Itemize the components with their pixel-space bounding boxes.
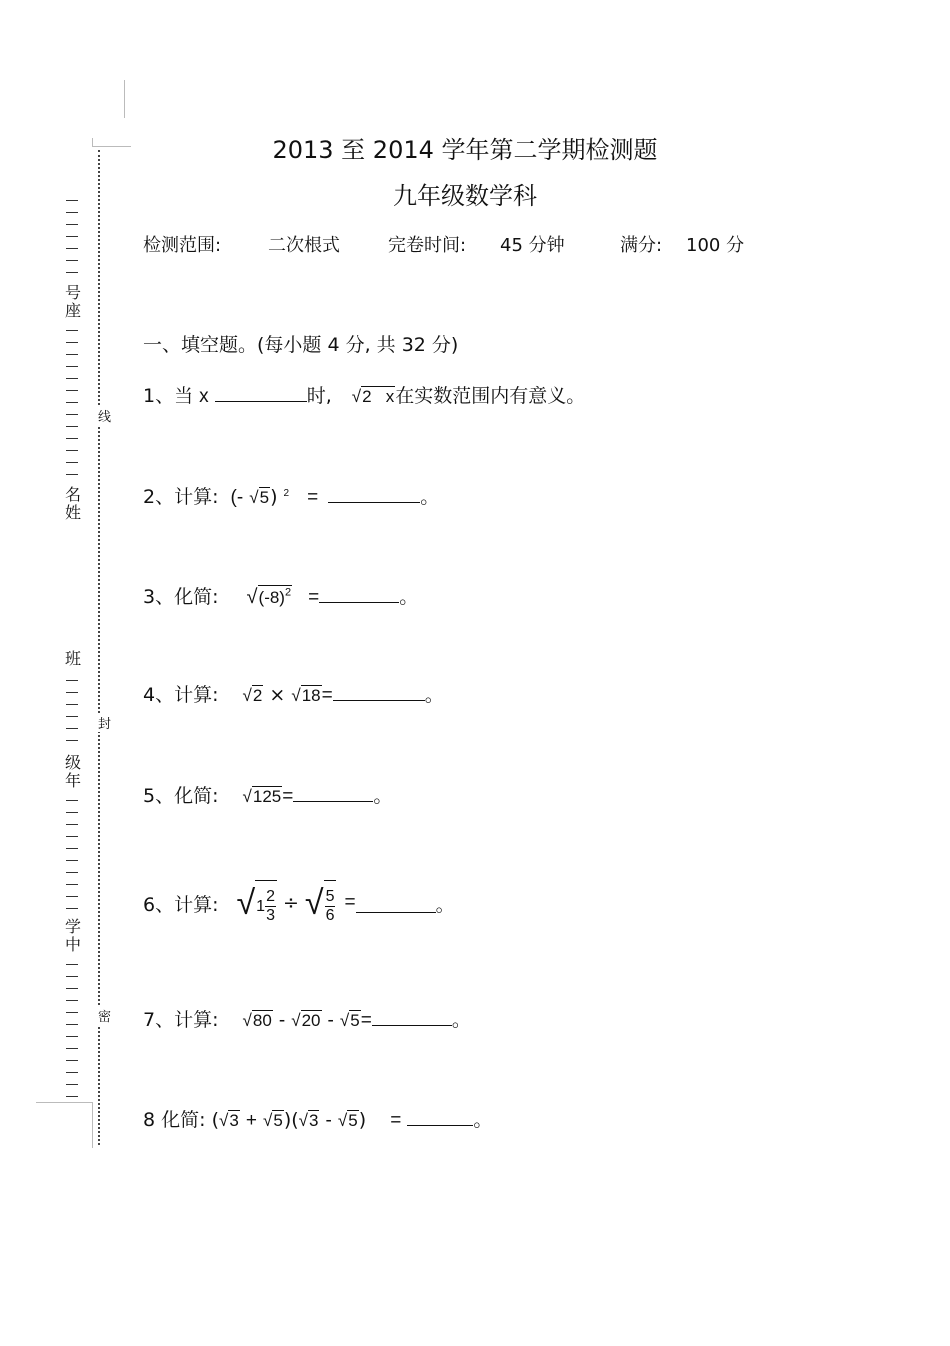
q7-sqrt-1: √80: [242, 1011, 272, 1030]
q4-eq: =: [321, 685, 333, 706]
q2-end: 。: [420, 486, 440, 508]
question-6: [143, 874, 455, 932]
q8-answer-blank[interactable]: [407, 1107, 473, 1126]
question-4: [143, 680, 444, 707]
seal-secret-char: 密: [98, 1006, 111, 1025]
q4-end: 。: [424, 684, 444, 706]
q3-rad: (-8): [258, 588, 285, 607]
q3-answer-blank[interactable]: [319, 584, 399, 603]
q4-rad2: 18: [301, 686, 321, 705]
q8-open1: (: [211, 1109, 219, 1131]
time-value: 45 分钟: [500, 235, 565, 256]
q8-open2: (: [291, 1109, 299, 1131]
q6-op: ÷: [282, 892, 299, 914]
q5-answer-blank[interactable]: [293, 783, 373, 802]
seal-line-char: 线: [98, 406, 111, 425]
q8-sqrt-3: √3: [298, 1111, 319, 1130]
q6-label: 6、计算:: [143, 893, 219, 916]
grade-label: 级年: [64, 753, 81, 790]
question-2: [143, 482, 439, 509]
q8-rad3: 3: [309, 1111, 319, 1130]
q5-label: 5、化简:: [143, 785, 219, 807]
margin-corner-bottom: [36, 1102, 92, 1103]
q6-end: 。: [435, 893, 455, 916]
q2-rad: 5: [259, 488, 270, 507]
q8-sqrt-4: √5: [337, 1111, 358, 1130]
q7-rad1: 80: [252, 1011, 272, 1030]
q8-label: 8 化简:: [143, 1109, 206, 1131]
q3-label: 3、化简:: [143, 586, 219, 608]
q8-end: 。: [473, 1109, 493, 1131]
q7-eq: =: [360, 1010, 372, 1031]
margin-bottom-line: [92, 1102, 93, 1148]
q7-answer-blank[interactable]: [372, 1007, 452, 1026]
q2-answer-blank[interactable]: [328, 484, 420, 503]
q3-end: 。: [399, 586, 419, 608]
q6-num1: 2: [266, 888, 275, 905]
q4-answer-blank[interactable]: [333, 682, 425, 701]
class-label: 班: [64, 649, 81, 668]
time-label: 完卷时间:: [388, 235, 467, 256]
score-label: 满分:: [620, 235, 663, 256]
q5-rad: 125: [252, 787, 282, 806]
q8-minus: -: [325, 1110, 332, 1131]
q1-rad: 2: [362, 387, 372, 406]
q7-m1: -: [278, 1010, 286, 1031]
q2-close: ): [270, 486, 278, 508]
q8-eq: =: [390, 1110, 402, 1131]
q2-eq: =: [307, 487, 319, 508]
q4-sqrt-1: √2: [242, 686, 263, 705]
q1-var: x: [199, 386, 209, 407]
q5-eq: =: [282, 786, 294, 807]
question-1: [143, 381, 585, 408]
q4-rad1: 2: [252, 686, 263, 705]
q7-sqrt-2: √20: [291, 1011, 321, 1030]
question-8: [143, 1105, 492, 1132]
seal-seal-char: 封: [98, 713, 111, 732]
margin-top-line: [124, 80, 125, 118]
q7-rad3: 5: [350, 1011, 360, 1030]
q4-op: ×: [269, 684, 286, 706]
q2-label: 2、计算:: [143, 486, 219, 508]
q8-rad1: 3: [229, 1111, 239, 1130]
q6-whole: 1: [256, 897, 266, 915]
q7-sqrt-3: √5: [339, 1011, 360, 1030]
q8-plus: +: [245, 1110, 257, 1131]
q1-sqrt: √2 x: [351, 387, 395, 406]
page-subtitle: 九年级数学科: [393, 182, 537, 210]
score-value: 100 分: [686, 235, 745, 256]
q6-eq: =: [344, 892, 356, 913]
q6-answer-blank[interactable]: [356, 894, 436, 913]
q4-label: 4、计算:: [143, 684, 219, 706]
q6-sqrt-1: √: [236, 884, 256, 922]
q6-sqrt-2: √: [304, 884, 324, 922]
scope-label: 检测范围:: [143, 235, 222, 256]
q1-rad-var: x: [385, 387, 395, 406]
q8-sqrt-1: √3: [219, 1111, 239, 1130]
q6-mixed: [255, 880, 277, 933]
question-7: [143, 1005, 471, 1032]
q8-close2: ): [358, 1109, 367, 1131]
scope-value: 二次根式: [268, 235, 340, 256]
q1-label: 1、当: [143, 385, 194, 407]
q8-rad2: 5: [273, 1111, 283, 1130]
q4-sqrt-2: √18: [291, 686, 321, 705]
q3-exp: 2: [284, 586, 292, 599]
q6-frac-2: [325, 888, 336, 925]
q3-sqrt: $√(-8)^2$: [246, 586, 292, 608]
q7-m2: -: [327, 1010, 334, 1031]
q5-end: 。: [373, 785, 393, 807]
name-label: 名姓: [64, 485, 81, 522]
q2-open: (-: [230, 487, 244, 508]
q6-frac-2-wrap: [324, 880, 337, 933]
school-label: 学中: [64, 917, 81, 954]
q2-sqrt: √5: [249, 488, 270, 507]
question-5: [143, 781, 392, 808]
q3-eq: =: [308, 587, 320, 608]
q1-tail: 在实数范围内有意义。: [395, 385, 586, 407]
question-3: [143, 582, 418, 609]
binding-dotted-line: [98, 150, 100, 1145]
q5-sqrt: √125: [242, 787, 282, 806]
q8-sqrt-2: √5: [263, 1111, 283, 1130]
section-heading: 一、填空题。(每小题 4 分, 共 32 分): [143, 334, 459, 356]
q7-label: 7、计算:: [143, 1009, 219, 1031]
q6-frac-1: [265, 888, 276, 925]
q7-end: 。: [451, 1009, 471, 1031]
q8-close1: ): [283, 1109, 292, 1131]
q1-answer-blank[interactable]: [215, 383, 307, 402]
q6-den1: 3: [266, 907, 275, 924]
page-title: 2013 至 2014 学年第二学期检测题: [272, 136, 658, 164]
seat-label: 号座: [64, 283, 81, 320]
q2-exp: 2: [283, 487, 290, 499]
q7-rad2: 20: [301, 1011, 321, 1030]
q6-num2: 5: [325, 888, 335, 905]
q6-den2: 6: [325, 907, 335, 924]
q1-after-blank: 时,: [306, 385, 332, 407]
q8-rad4: 5: [348, 1111, 358, 1130]
